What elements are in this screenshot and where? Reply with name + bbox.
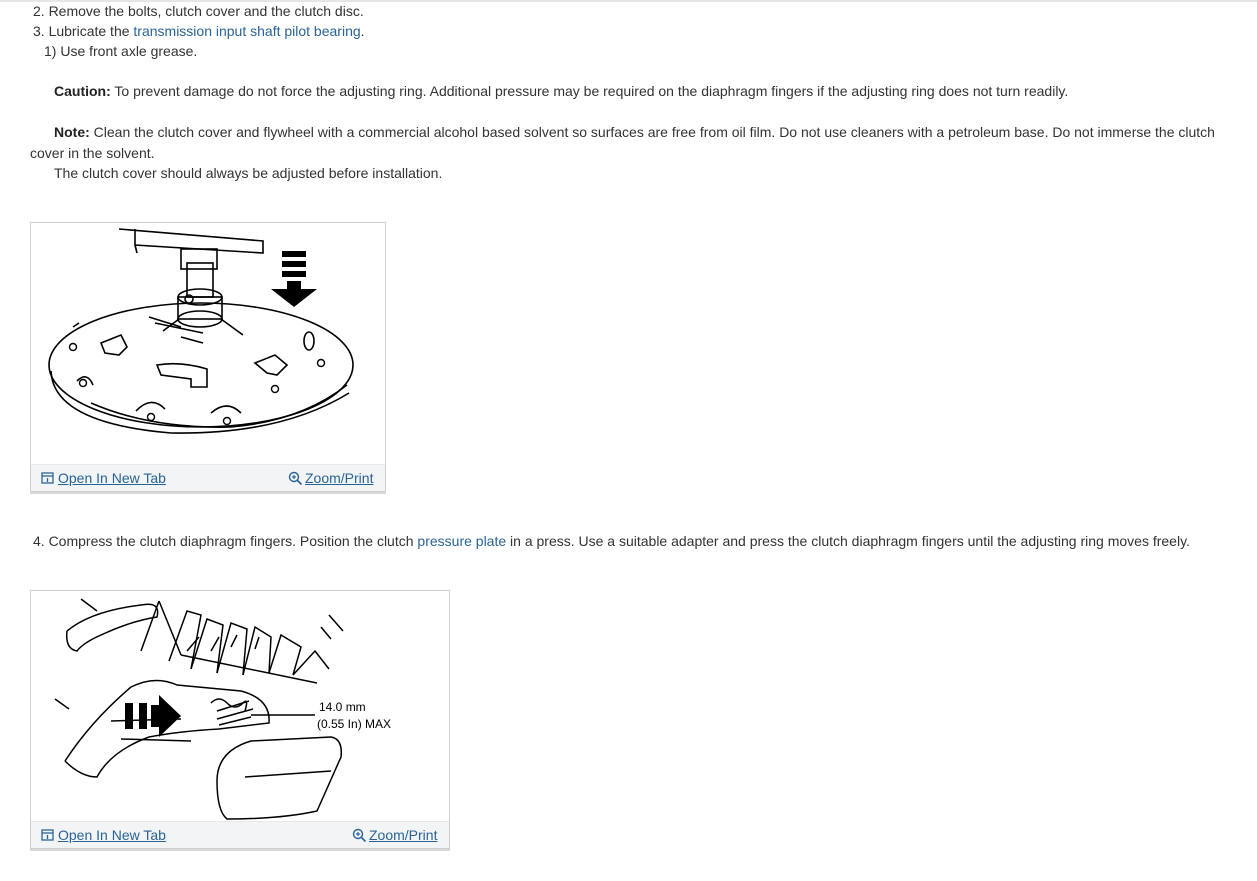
figure-1-open-label: Open In New Tab (58, 470, 166, 486)
zoom-icon (288, 471, 303, 486)
note-label: Note: (54, 124, 90, 140)
note-paragraph-cont: cover in the solvent. (30, 145, 155, 161)
step-4 (33, 531, 1190, 551)
pressure-plate-link[interactable]: pressure plate (417, 533, 507, 549)
figure-2-toolbar (31, 821, 449, 848)
figure-2-open-label: Open In New Tab (58, 827, 166, 843)
open-new-tab-icon (41, 472, 54, 484)
step-3-suffix: . (360, 23, 365, 39)
figure-1 (30, 222, 386, 492)
figure-1-zoom-print[interactable] (288, 469, 373, 487)
step-2: 2. Remove the bolts, clutch cover and the clutch disc. (33, 3, 364, 19)
zoom-icon (352, 828, 367, 843)
step-3-prefix: 3. Lubricate the (33, 23, 134, 39)
open-new-tab-icon (41, 829, 54, 841)
caution-paragraph (54, 81, 1068, 101)
figure-2 (30, 590, 450, 849)
step-4-suffix: in a press. Use a suitable adapter and press the clutch diaphragm fingers until the adjusting ring moves freely. (506, 533, 1190, 549)
figure-1-open-new-tab[interactable] (41, 469, 166, 487)
clutch-cover-press-diagram (31, 223, 385, 463)
figure-2-dimension-line2: (0.55 In) MAX (317, 717, 392, 731)
figure-2-dimension-line1: 14.0 mm (319, 700, 366, 714)
note-paragraph (54, 122, 1215, 142)
step-3 (33, 21, 365, 41)
figure-1-toolbar (31, 464, 385, 491)
figure-2-zoom-print[interactable] (352, 826, 437, 844)
diaphragm-compress-diagram (31, 591, 449, 821)
caution-text: To prevent damage do not force the adjusting ring. Additional pressure may be required on the diaphragm fingers if the adjusting ring does not turn readily. (110, 83, 1069, 99)
pilot-bearing-link[interactable]: transmission input shaft pilot bearing (133, 23, 361, 39)
step-3-substep: 1) Use front axle grease. (44, 43, 198, 59)
note-text: Clean the clutch cover and flywheel with a commercial alcohol based solvent so surfaces are free from oil film. Do not use cleaners with a petroleum base. Do not immerse the clutch (89, 124, 1215, 140)
figure-2-open-new-tab[interactable] (41, 826, 166, 844)
step-4-prefix: 4. Compress the clutch diaphragm fingers. Position the clutch (33, 533, 418, 549)
figure-2-zoom-label: Zoom/Print (369, 827, 438, 843)
figure-1-zoom-label: Zoom/Print (305, 470, 374, 486)
adjust-note: The clutch cover should always be adjusted before installation. (54, 165, 443, 181)
caution-label: Caution: (54, 83, 111, 99)
